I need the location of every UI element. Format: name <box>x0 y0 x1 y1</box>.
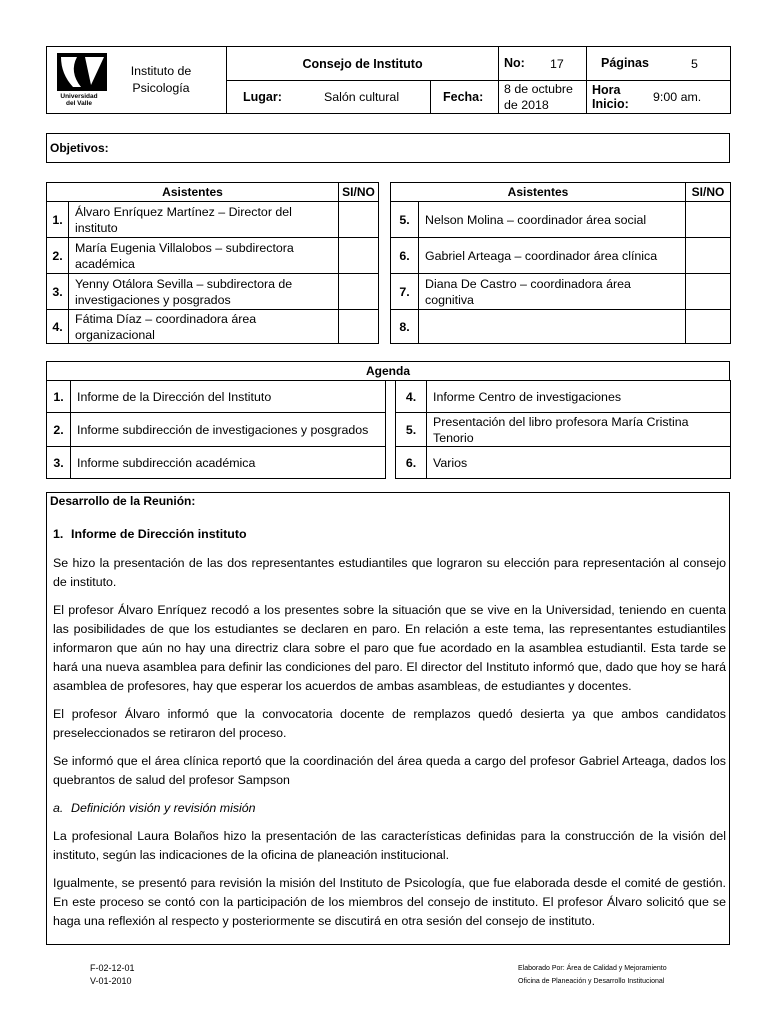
place-value: Salón cultural <box>324 89 400 104</box>
agenda-number: 5. <box>396 413 427 447</box>
agenda-item: Informe de la Dirección del Instituto <box>71 381 386 413</box>
attendee-number: 3. <box>47 274 69 310</box>
agenda-item: Presentación del libro profesora María Cristina Tenorio <box>427 413 731 447</box>
objectives-box <box>46 133 730 163</box>
paragraph: El profesor Álvaro Enríquez recodó a los presentes sobre la situación que se vive en la Universidad, teniendo en cuenta las posibilidades de que los estudiantes se declaren en paro. En relación a este tema, las representantes estudiantiles informaron que aún no hay una directriz clara sobre el paro que fue acordado en la asamblea estudiantil. Esta tarde se hará una nueva asamblea para definir las condiciones del paro. El director del Instituto informó que, dado que hoy se hará asamblea de profesores, hay que esperar los acuerdos de ambas asambleas, de estudiantes y docentes. <box>53 603 726 693</box>
attendees-header: Asistentes <box>391 183 686 202</box>
section-heading <box>53 525 726 544</box>
agenda-table-right <box>395 380 731 479</box>
agenda-number: 4. <box>396 381 427 413</box>
logo-text-line1: Universidad <box>60 92 98 100</box>
agenda-item: Informe subdirección de investigaciones y posgrados <box>71 413 386 447</box>
agenda-table-left <box>46 380 386 479</box>
prepared-by: Elaborado Por: Área de Calidad y Mejoramiento <box>518 965 667 972</box>
attendee-name: Fátima Díaz – coordinadora área organizacional <box>69 310 339 344</box>
agenda-row <box>47 447 386 479</box>
development-title: Desarrollo de la Reunión: <box>50 494 196 508</box>
agenda-row <box>396 447 731 479</box>
attendance-cell <box>686 202 731 238</box>
agenda-row <box>396 381 731 413</box>
attendee-name: Diana De Castro – coordinadora área cognitiva <box>419 274 686 310</box>
start-time-label: Hora Inicio: <box>592 83 629 111</box>
attendee-name: Yenny Otálora Sevilla – subdirectora de investigaciones y posgrados <box>69 274 339 310</box>
form-version: V-01-2010 <box>90 976 132 986</box>
attendee-row <box>47 202 379 238</box>
attendee-row <box>391 238 731 274</box>
attendee-name: Nelson Molina – coordinador área social <box>419 202 686 238</box>
attendee-name <box>419 310 686 344</box>
logo-text-line2: del Valle <box>65 99 93 107</box>
footer-credits <box>518 962 667 988</box>
attendees-table-right <box>390 182 731 344</box>
date-label: Fecha: <box>443 89 484 104</box>
attendance-header: SI/NO <box>339 183 379 202</box>
attendee-name: Gabriel Arteaga – coordinador área clínica <box>419 238 686 274</box>
university-logo <box>47 48 109 113</box>
paragraph: El profesor Álvaro informó que la convocatoria docente de remplazos quedó desierta ya que ambos candidatos preseleccionados se retiraron del proceso. <box>53 707 726 740</box>
agenda-number: 1. <box>47 381 71 413</box>
attendees-header: Asistentes <box>47 183 339 202</box>
objectives-label: Objetivos: <box>50 141 109 155</box>
attendance-cell <box>339 274 379 310</box>
attendee-number: 2. <box>47 238 69 274</box>
attendance-cell <box>686 274 731 310</box>
pages-value: 5 <box>691 56 698 71</box>
attendee-row <box>391 274 731 310</box>
agenda-item: Informe Centro de investigaciones <box>427 381 731 413</box>
agenda-number: 2. <box>47 413 71 447</box>
attendee-row <box>47 310 379 344</box>
section-number: 1. <box>53 527 64 541</box>
attendee-row <box>47 274 379 310</box>
attendee-row <box>47 238 379 274</box>
attendee-name: María Eugenia Villalobos – subdirectora académica <box>69 238 339 274</box>
start-time-cell <box>587 81 731 114</box>
date-label-cell <box>431 81 499 114</box>
attendee-number: 6. <box>391 238 419 274</box>
attendance-cell <box>339 238 379 274</box>
attendee-number: 7. <box>391 274 419 310</box>
form-code: F-02-12-01 <box>90 963 135 973</box>
date-value: 8 de octubre de 2018 <box>499 81 587 114</box>
subsection-letter: a. <box>53 801 64 815</box>
place-label: Lugar: <box>243 89 282 104</box>
meeting-development-box <box>46 492 730 945</box>
office-name: Oficina de Planeación y Desarrollo Institucional <box>518 978 665 985</box>
attendee-number: 4. <box>47 310 69 344</box>
institution-brand <box>47 48 226 113</box>
attendee-name: Álvaro Enríquez Martínez – Director del instituto <box>69 202 339 238</box>
attendee-number: 1. <box>47 202 69 238</box>
meeting-title: Consejo de Instituto <box>227 47 499 81</box>
institute-name: Instituto de Psicología <box>130 64 192 95</box>
meeting-number-label: No: <box>504 56 525 71</box>
attendees-table-left <box>46 182 379 344</box>
meeting-number-value: 17 <box>550 56 564 71</box>
attendance-cell <box>686 238 731 274</box>
attendee-row <box>391 310 731 344</box>
place-cell <box>227 81 431 114</box>
agenda-row <box>47 413 386 447</box>
footer-codes <box>90 962 135 988</box>
agenda-item: Informe subdirección académica <box>71 447 386 479</box>
pages-label: Páginas <box>601 56 649 71</box>
attendance-cell <box>339 202 379 238</box>
attendee-number: 8. <box>391 310 419 344</box>
institution-cell <box>47 47 227 114</box>
agenda-number: 3. <box>47 447 71 479</box>
agenda-number: 6. <box>396 447 427 479</box>
attendance-cell <box>686 310 731 344</box>
attendee-number: 5. <box>391 202 419 238</box>
paragraph: Se hizo la presentación de las dos representantes estudiantiles que lograron su elección para representación al consejo de instituto. <box>53 556 726 589</box>
agenda-row <box>396 413 731 447</box>
agenda-title: Agenda <box>365 364 410 378</box>
attendance-cell <box>339 310 379 344</box>
header-table <box>46 46 731 114</box>
attendee-row <box>391 202 731 238</box>
meeting-number-cell <box>499 47 587 81</box>
section-title: Informe de Dirección instituto <box>71 527 247 541</box>
agenda-header <box>46 361 730 381</box>
paragraph: La profesional Laura Bolaños hizo la presentación de las características definidas para la construcción de la visión del instituto, según las indicaciones de la oficina de planeación institucional. <box>53 829 726 862</box>
attendance-header: SI/NO <box>686 183 731 202</box>
paragraph: Se informó que el área clínica reportó que la coordinación del área queda a cargo del profesor Gabriel Arteaga, dados los quebrantos de salud del profesor Sampson <box>53 754 726 787</box>
agenda-row <box>47 381 386 413</box>
pages-cell <box>587 47 731 81</box>
agenda-item: Varios <box>427 447 731 479</box>
start-time-value: 9:00 am. <box>653 90 702 104</box>
subsection-title: Definición visión y revisión misión <box>71 801 256 815</box>
subsection-heading <box>53 799 726 818</box>
paragraph: Igualmente, se presentó para revisión la misión del Instituto de Psicología, que fue elaborada desde el comité de gestión. En este proceso se contó con la participación de los miembros del consejo de instituto. El profesor Álvaro solicitó que se haga una reflexión al respecto y posteriormente se discutirá en otra sesión del consejo de instituto. <box>53 876 726 928</box>
